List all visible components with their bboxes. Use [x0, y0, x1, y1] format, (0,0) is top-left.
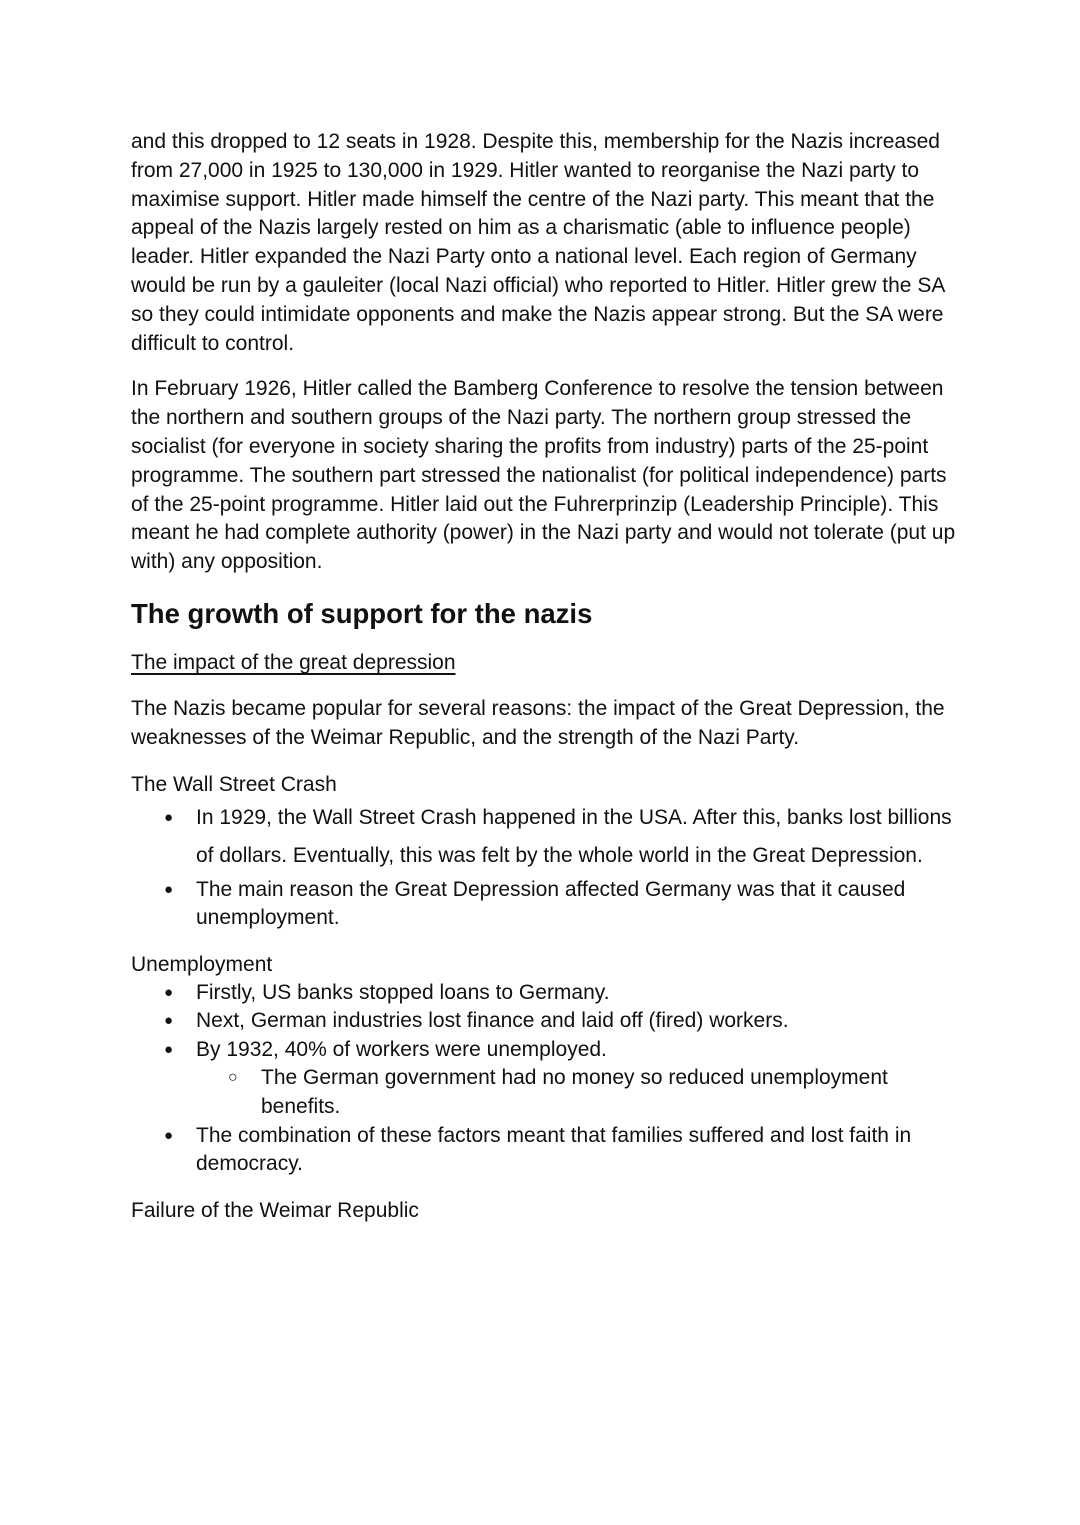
paragraph-nazi-reorganisation: and this dropped to 12 seats in 1928. Despite this, membership for the Nazis increased from 27,000 in 1925 to 130,000 in 1929. Hitler wanted to reorganise the Nazi party to maximise support. Hitler made himself the centre of the Nazi party. This meant that the appeal of the Nazis largely rested on him as a charismatic (able to influence people) leader. Hitler expanded the Nazi Party onto a national level. Each region of Germany would be run by a gauleiter (local Nazi official) who reported to Hitler. Hitler grew the SA so they could intimidate opponents and make the Nazis appear strong. But the SA were difficult to control. — [131, 130, 945, 355]
document-page — [131, 128, 961, 1225]
list-item: ● The main reason the Great Depression affected Germany was that it caused unemployment. — [131, 876, 961, 933]
paragraph-reasons: The Nazis became popular for several reasons: the impact of the Great Depression, the weaknesses of the Weimar Republic, and the strength of the Nazi Party. — [131, 696, 945, 749]
section-heading: The growth of support for the nazis — [131, 597, 593, 629]
unemployment-list — [131, 979, 961, 1179]
list-item: ● In 1929, the Wall Street Crash happened in the USA. After this, banks lost billions of dollars. Eventually, this was felt by the whole world in the Great Depression. — [131, 799, 961, 875]
sub-list-item: ○ The German government had no money so reduced unemployment benefits. — [196, 1064, 961, 1121]
label-wall-street-crash: The Wall Street Crash — [131, 772, 337, 796]
list-item — [131, 1036, 961, 1122]
wall-street-list — [131, 799, 961, 933]
label-weimar-failure: Failure of the Weimar Republic — [131, 1198, 419, 1222]
paragraph-bamberg-conference: In February 1926, Hitler called the Bamberg Conference to resolve the tension between the northern and southern groups of the Nazi party. The northern group stressed the socialist (for everyone in society sharing the profits from industry) parts of the 25-point programme. The southern part stressed the nationalist (for political independence) parts of the 25-point programme. Hitler laid out the Fuhrerprinzip (Leadership Principle). This meant he had complete authority (power) in the Nazi party and would not tolerate (put up with) any opposition. — [131, 377, 956, 574]
list-item-text: By 1932, 40% of workers were unemployed. — [196, 1037, 607, 1061]
list-item: ● Next, German industries lost finance and laid off (fired) workers. — [131, 1007, 961, 1036]
sub-list — [196, 1064, 961, 1121]
list-item: ● The combination of these factors meant that families suffered and lost faith in democracy. — [131, 1122, 961, 1179]
list-item: ● Firstly, US banks stopped loans to Germany. — [131, 979, 961, 1008]
label-unemployment: Unemployment — [131, 952, 273, 976]
subsection-heading: The impact of the great depression — [131, 650, 456, 674]
